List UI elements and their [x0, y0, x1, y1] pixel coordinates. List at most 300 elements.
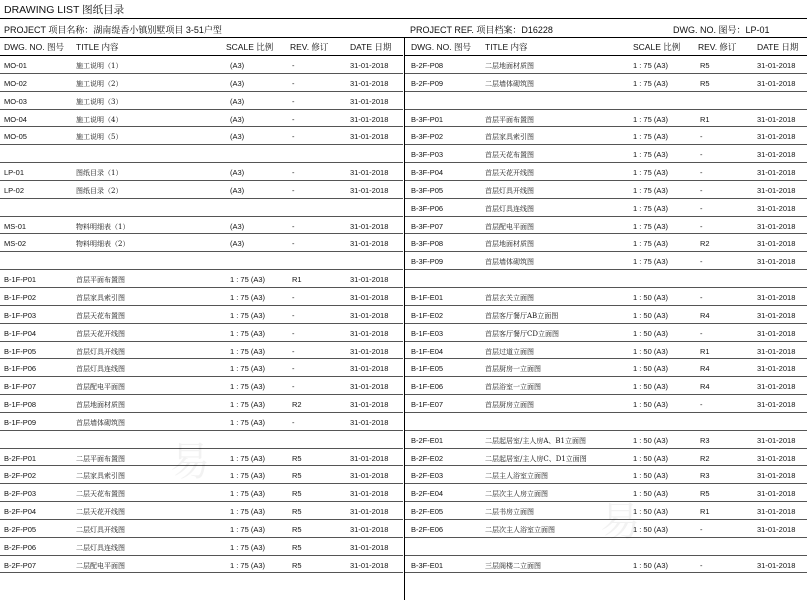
cell-rev: -	[700, 203, 703, 213]
cell-scale: 1 : 75 (A3)	[633, 221, 669, 231]
cell-rev: R1	[700, 507, 710, 517]
cell-date: 31-01-2018	[757, 114, 796, 124]
cell-rev: -	[292, 221, 295, 231]
cell-date: 31-01-2018	[757, 328, 796, 338]
cell-dwg-no: B-3F-P01	[411, 114, 444, 124]
cell-title: 图纸目录（2）	[76, 186, 123, 195]
project-name: PROJECT 项目名称：湖南缇香小镇别墅项目 3-51户型	[4, 25, 222, 35]
cell-rev: R5	[292, 453, 302, 463]
table-row	[405, 163, 807, 181]
page-title: DRAWING LIST 图纸目录	[4, 4, 125, 16]
cell-scale: 1 : 75 (A3)	[230, 542, 266, 552]
cell-rev: R5	[292, 507, 302, 517]
header-scale: SCALE 比例	[226, 42, 274, 52]
cell-scale: 1 : 75 (A3)	[230, 471, 266, 481]
table-row	[0, 234, 403, 252]
cell-date: 31-01-2018	[350, 168, 389, 178]
table-row	[405, 234, 807, 252]
cell-scale: 1 : 50 (A3)	[633, 560, 669, 570]
project-ref: PROJECT REF. 项目档案：D16228	[410, 25, 553, 35]
table-row	[405, 449, 807, 467]
table-row	[0, 181, 403, 199]
table-row	[0, 288, 403, 306]
cell-scale: (A3)	[230, 239, 245, 249]
table-row	[0, 484, 403, 502]
cell-rev: -	[292, 310, 295, 320]
cell-rev: R3	[700, 435, 710, 445]
cell-rev: -	[292, 364, 295, 374]
cell-date: 31-01-2018	[757, 61, 796, 70]
cell-date: 31-01-2018	[757, 524, 796, 534]
cell-rev: R5	[700, 489, 710, 499]
cell-title: 首层天花开线图	[485, 169, 534, 178]
cell-title: 图纸目录（1）	[76, 169, 123, 178]
right-column-header	[405, 38, 807, 56]
cell-scale: 1 : 75 (A3)	[633, 203, 669, 213]
cell-dwg-no: B-3F-P02	[411, 132, 444, 142]
table-row	[0, 359, 403, 377]
table-row	[0, 377, 403, 395]
table-row	[0, 306, 403, 324]
cell-date: 31-01-2018	[350, 346, 389, 356]
cell-date: 31-01-2018	[757, 453, 796, 463]
table-row	[405, 145, 807, 163]
table-row	[0, 431, 403, 449]
cell-title: 二层天花开线图	[76, 508, 125, 517]
cell-date: 31-01-2018	[757, 346, 796, 356]
table-row	[0, 502, 403, 520]
cell-title: 首层灯具开线图	[76, 347, 125, 356]
cell-rev: -	[292, 292, 295, 302]
cell-dwg-no: B-2F-P06	[4, 542, 37, 552]
cell-date: 31-01-2018	[350, 524, 389, 534]
cell-title: 首层平面布置图	[76, 276, 125, 285]
header-rev: REV. 修订	[290, 42, 329, 52]
cell-title: 二层主人浴室立面图	[485, 472, 548, 481]
cell-date: 31-01-2018	[350, 310, 389, 320]
cell-title: 物料明细表（2）	[76, 240, 130, 249]
cell-rev: R5	[700, 78, 710, 88]
cell-title: 首层墙体砌筑图	[485, 258, 534, 267]
header-dwg-no: DWG. NO. 图号	[4, 42, 64, 52]
cell-dwg-no: MS-01	[4, 221, 27, 231]
cell-dwg-no: B-1F-P08	[4, 400, 37, 410]
cell-rev: R4	[700, 364, 710, 374]
cell-date: 31-01-2018	[757, 471, 796, 481]
table-row	[405, 306, 807, 324]
cell-scale: 1 : 75 (A3)	[230, 507, 266, 517]
cell-scale: 1 : 75 (A3)	[230, 292, 266, 302]
cell-dwg-no: B-2F-P09	[411, 78, 444, 88]
cell-rev: -	[292, 168, 295, 178]
cell-scale: 1 : 75 (A3)	[230, 489, 266, 499]
cell-title: 二层家具索引图	[76, 472, 125, 481]
cell-title: 二层起居室/主人房A、B1立面图	[485, 436, 587, 445]
cell-scale: 1 : 50 (A3)	[633, 435, 669, 445]
cell-title: 首层客厅餐厅AB立面图	[485, 311, 559, 320]
cell-rev: -	[700, 168, 703, 178]
cell-title: 首层天花布置图	[76, 311, 125, 320]
cell-dwg-no: B-3F-P08	[411, 239, 444, 249]
cell-scale: (A3)	[230, 78, 245, 88]
cell-title: 二层天花布置图	[76, 490, 125, 499]
cell-date: 31-01-2018	[350, 417, 389, 427]
cell-date: 31-01-2018	[757, 310, 796, 320]
cell-rev: -	[700, 221, 703, 231]
cell-title: 首层浴室一立面图	[485, 383, 541, 392]
cell-dwg-no: B-2F-E06	[411, 524, 444, 534]
cell-dwg-no: B-1F-P09	[4, 417, 37, 427]
cell-dwg-no: LP-02	[4, 185, 25, 195]
table-row	[0, 466, 403, 484]
table-row	[405, 502, 807, 520]
table-row	[405, 324, 807, 342]
cell-title: 首层客厅餐厅CD立面图	[485, 329, 559, 338]
cell-scale: 1 : 75 (A3)	[230, 453, 266, 463]
cell-title: 二层墙体砌筑图	[485, 79, 534, 88]
cell-rev: R1	[700, 346, 710, 356]
title-bar	[0, 0, 807, 19]
table-row	[405, 217, 807, 235]
cell-date: 31-01-2018	[757, 364, 796, 374]
cell-title: 首层玄关立面图	[485, 293, 534, 302]
cell-title: 首层天花布置图	[485, 151, 534, 160]
cell-date: 31-01-2018	[350, 489, 389, 499]
cell-scale: 1 : 50 (A3)	[633, 400, 669, 410]
cell-title: 二层次主人房立面图	[485, 490, 548, 499]
cell-rev: -	[700, 560, 703, 570]
cell-title: 施工说明（2）	[76, 79, 123, 88]
cell-scale: 1 : 75 (A3)	[633, 114, 669, 124]
cell-date: 31-01-2018	[757, 221, 796, 231]
cell-title: 施工说明（5）	[76, 133, 123, 142]
cell-rev: R3	[700, 471, 710, 481]
cell-scale: (A3)	[230, 61, 245, 70]
cell-date: 31-01-2018	[757, 382, 796, 392]
table-row	[405, 127, 807, 145]
cell-rev: -	[292, 96, 295, 106]
cell-rev: R2	[700, 239, 710, 249]
cell-title: 首层配电平面图	[76, 383, 125, 392]
cell-dwg-no: B-1F-E03	[411, 328, 444, 338]
cell-scale: 1 : 75 (A3)	[230, 524, 266, 534]
drawing-number: DWG. NO. 图号：LP-01	[673, 25, 770, 35]
cell-title: 二层起居室/主人房C、D1立面图	[485, 454, 587, 463]
cell-rev: R1	[700, 114, 710, 124]
cell-rev: -	[292, 61, 295, 70]
table-row	[0, 163, 403, 181]
cell-scale: 1 : 75 (A3)	[230, 382, 266, 392]
cell-date: 31-01-2018	[350, 185, 389, 195]
cell-date: 31-01-2018	[350, 239, 389, 249]
table-row	[0, 92, 403, 110]
cell-scale: 1 : 50 (A3)	[633, 292, 669, 302]
cell-date: 31-01-2018	[350, 453, 389, 463]
cell-dwg-no: MO-05	[4, 132, 27, 142]
cell-rev: -	[292, 382, 295, 392]
cell-dwg-no: B-2F-P04	[4, 507, 37, 517]
cell-scale: 1 : 50 (A3)	[633, 328, 669, 338]
cell-title: 首层厨房立面图	[485, 401, 534, 410]
cell-date: 31-01-2018	[757, 435, 796, 445]
cell-date: 31-01-2018	[350, 507, 389, 517]
cell-dwg-no: B-2F-P01	[4, 453, 37, 463]
cell-date: 31-01-2018	[757, 78, 796, 88]
left-rows	[0, 56, 403, 573]
cell-rev: -	[292, 417, 295, 427]
cell-date: 31-01-2018	[350, 275, 389, 285]
cell-title: 首层灯具连线图	[76, 365, 125, 374]
cell-rev: -	[292, 132, 295, 142]
table-row	[405, 56, 807, 74]
cell-title: 首层家具索引图	[485, 133, 534, 142]
cell-scale: 1 : 75 (A3)	[633, 239, 669, 249]
cell-rev: -	[700, 150, 703, 160]
cell-dwg-no: B-2F-P08	[411, 61, 444, 70]
cell-title: 首层厨房一立面图	[485, 365, 541, 374]
table-row	[405, 484, 807, 502]
right-rows	[405, 56, 807, 573]
cell-scale: 1 : 50 (A3)	[633, 364, 669, 374]
cell-dwg-no: B-2F-E04	[411, 489, 444, 499]
cell-title: 首层配电平面图	[485, 222, 534, 231]
cell-title: 首层灯具连线图	[485, 204, 534, 213]
table-row	[0, 395, 403, 413]
cell-dwg-no: B-1F-E06	[411, 382, 444, 392]
cell-title: 二层配电平面图	[76, 561, 125, 570]
cell-dwg-no: B-1F-P06	[4, 364, 37, 374]
cell-rev: R2	[292, 400, 302, 410]
cell-date: 31-01-2018	[350, 542, 389, 552]
cell-date: 31-01-2018	[757, 168, 796, 178]
table-row	[405, 252, 807, 270]
header-date: DATE 日期	[350, 42, 392, 52]
table-row	[405, 556, 807, 574]
cell-dwg-no: B-1F-E02	[411, 310, 444, 320]
cell-date: 31-01-2018	[757, 239, 796, 249]
cell-dwg-no: B-1F-P03	[4, 310, 37, 320]
cell-rev: R5	[292, 524, 302, 534]
cell-rev: R1	[292, 275, 302, 285]
cell-dwg-no: B-2F-P07	[4, 560, 37, 570]
cell-rev: -	[700, 185, 703, 195]
cell-dwg-no: B-1F-E07	[411, 400, 444, 410]
table-row	[405, 199, 807, 217]
cell-title: 首层墙体砌筑图	[76, 418, 125, 427]
cell-rev: -	[292, 346, 295, 356]
cell-rev: -	[292, 114, 295, 124]
cell-title: 二层灯具连线图	[76, 543, 125, 552]
table-row	[0, 449, 403, 467]
cell-title: 首层平面布置图	[485, 115, 534, 124]
table-row	[0, 217, 403, 235]
cell-scale: 1 : 75 (A3)	[633, 61, 669, 70]
cell-scale: 1 : 50 (A3)	[633, 489, 669, 499]
cell-dwg-no: B-2F-P02	[4, 471, 37, 481]
cell-date: 31-01-2018	[757, 132, 796, 142]
cell-scale: 1 : 75 (A3)	[230, 560, 266, 570]
cell-date: 31-01-2018	[350, 114, 389, 124]
cell-date: 31-01-2018	[757, 257, 796, 267]
cell-rev: R5	[700, 61, 710, 70]
cell-dwg-no: B-1F-E04	[411, 346, 444, 356]
table-row	[0, 145, 403, 163]
cell-dwg-no: MO-04	[4, 114, 27, 124]
table-row	[0, 520, 403, 538]
cell-scale: 1 : 75 (A3)	[230, 328, 266, 338]
table-row	[0, 324, 403, 342]
cell-scale: 1 : 50 (A3)	[633, 382, 669, 392]
table-row	[405, 181, 807, 199]
cell-scale: (A3)	[230, 185, 245, 195]
table-row	[0, 74, 403, 92]
cell-date: 31-01-2018	[757, 560, 796, 570]
cell-date: 31-01-2018	[350, 132, 389, 142]
cell-title: 三层阁楼二立面图	[485, 561, 541, 570]
cell-date: 31-01-2018	[350, 61, 389, 70]
cell-title: 二层书房立面图	[485, 508, 534, 517]
cell-title: 物料明细表（1）	[76, 222, 130, 231]
table-row	[0, 252, 403, 270]
table-row	[405, 395, 807, 413]
table-row	[0, 127, 403, 145]
cell-rev: -	[292, 185, 295, 195]
cell-date: 31-01-2018	[350, 78, 389, 88]
table-row	[405, 466, 807, 484]
cell-dwg-no: MO-03	[4, 96, 27, 106]
cell-rev: -	[292, 239, 295, 249]
cell-title: 首层家具索引图	[76, 293, 125, 302]
cell-dwg-no: B-2F-E03	[411, 471, 444, 481]
cell-title: 二层地面材质图	[485, 62, 534, 70]
cell-rev: R4	[700, 310, 710, 320]
cell-rev: R5	[292, 542, 302, 552]
cell-title: 施工说明（4）	[76, 115, 123, 124]
project-bar	[0, 19, 807, 38]
cell-dwg-no: B-3F-P04	[411, 168, 444, 178]
cell-dwg-no: B-3F-P07	[411, 221, 444, 231]
cell-title: 二层灯具开线图	[76, 525, 125, 534]
cell-rev: -	[292, 78, 295, 88]
cell-date: 31-01-2018	[757, 400, 796, 410]
cell-rev: R5	[292, 560, 302, 570]
cell-scale: 1 : 75 (A3)	[633, 257, 669, 267]
cell-scale: 1 : 75 (A3)	[633, 78, 669, 88]
table-row	[405, 74, 807, 92]
cell-title: 首层地面材质图	[76, 401, 125, 410]
table-row	[405, 413, 807, 431]
header-title: TITLE 内容	[76, 42, 119, 52]
cell-rev: R5	[292, 471, 302, 481]
cell-rev: R2	[700, 453, 710, 463]
cell-rev: -	[700, 257, 703, 267]
cell-dwg-no: B-1F-P07	[4, 382, 37, 392]
table-row	[405, 520, 807, 538]
table-row	[405, 359, 807, 377]
cell-scale: 1 : 75 (A3)	[633, 132, 669, 142]
cell-scale: (A3)	[230, 96, 245, 106]
cell-scale: 1 : 75 (A3)	[230, 364, 266, 374]
table-row	[405, 431, 807, 449]
cell-date: 31-01-2018	[350, 292, 389, 302]
cell-dwg-no: B-1F-E05	[411, 364, 444, 374]
left-column-header	[0, 38, 403, 56]
watermark-glyph: 易	[170, 439, 210, 485]
cell-scale: 1 : 75 (A3)	[230, 310, 266, 320]
cell-scale: (A3)	[230, 132, 245, 142]
cell-date: 31-01-2018	[350, 328, 389, 338]
cell-dwg-no: B-3F-E01	[411, 560, 444, 570]
cell-scale: 1 : 75 (A3)	[633, 150, 669, 160]
cell-rev: -	[700, 328, 703, 338]
cell-scale: 1 : 75 (A3)	[230, 275, 266, 285]
cell-date: 31-01-2018	[757, 292, 796, 302]
cell-rev: R5	[292, 489, 302, 499]
cell-date: 31-01-2018	[350, 364, 389, 374]
cell-date: 31-01-2018	[757, 185, 796, 195]
cell-scale: 1 : 50 (A3)	[633, 310, 669, 320]
cell-rev: -	[700, 524, 703, 534]
cell-scale: (A3)	[230, 168, 245, 178]
cell-scale: 1 : 75 (A3)	[230, 346, 266, 356]
cell-dwg-no: B-2F-P05	[4, 524, 37, 534]
cell-title: 首层地面材质图	[485, 240, 534, 249]
cell-date: 31-01-2018	[350, 96, 389, 106]
cell-dwg-no: B-3F-P03	[411, 150, 444, 160]
cell-rev: R4	[700, 382, 710, 392]
cell-scale: 1 : 50 (A3)	[633, 346, 669, 356]
header-title: TITLE 内容	[485, 42, 528, 52]
cell-date: 31-01-2018	[350, 400, 389, 410]
cell-scale: 1 : 50 (A3)	[633, 453, 669, 463]
cell-scale: 1 : 75 (A3)	[633, 185, 669, 195]
cell-date: 31-01-2018	[757, 507, 796, 517]
table-row	[405, 377, 807, 395]
cell-dwg-no: MS-02	[4, 239, 27, 249]
table-row	[405, 538, 807, 556]
table-row	[0, 413, 403, 431]
table-row	[405, 92, 807, 110]
cell-scale: 1 : 50 (A3)	[633, 471, 669, 481]
cell-date: 31-01-2018	[350, 560, 389, 570]
left-column	[0, 38, 403, 600]
cell-dwg-no: B-3F-P09	[411, 257, 444, 267]
table-row	[405, 110, 807, 128]
header-dwg-no: DWG. NO. 图号	[411, 42, 471, 52]
table-row	[0, 199, 403, 217]
table-row	[0, 110, 403, 128]
watermark-glyph: 易	[600, 499, 640, 545]
cell-rev: -	[700, 400, 703, 410]
cell-title: 首层天花开线图	[76, 329, 125, 338]
cell-dwg-no: B-2F-E02	[411, 453, 444, 463]
cell-dwg-no: MO-02	[4, 78, 27, 88]
cell-scale: 1 : 75 (A3)	[230, 417, 266, 427]
right-column	[404, 38, 807, 600]
cell-dwg-no: MO-01	[4, 61, 27, 70]
cell-dwg-no: B-2F-E01	[411, 435, 444, 445]
cell-date: 31-01-2018	[757, 203, 796, 213]
table-row	[0, 56, 403, 74]
cell-title: 二层次主人浴室立面图	[485, 525, 555, 534]
cell-title: 二层平面布置图	[76, 454, 125, 463]
cell-scale: (A3)	[230, 114, 245, 124]
cell-date: 31-01-2018	[350, 382, 389, 392]
cell-scale: 1 : 50 (A3)	[633, 524, 669, 534]
cell-rev: -	[700, 292, 703, 302]
cell-title: 施工说明（1）	[76, 62, 123, 70]
table-row	[0, 342, 403, 360]
